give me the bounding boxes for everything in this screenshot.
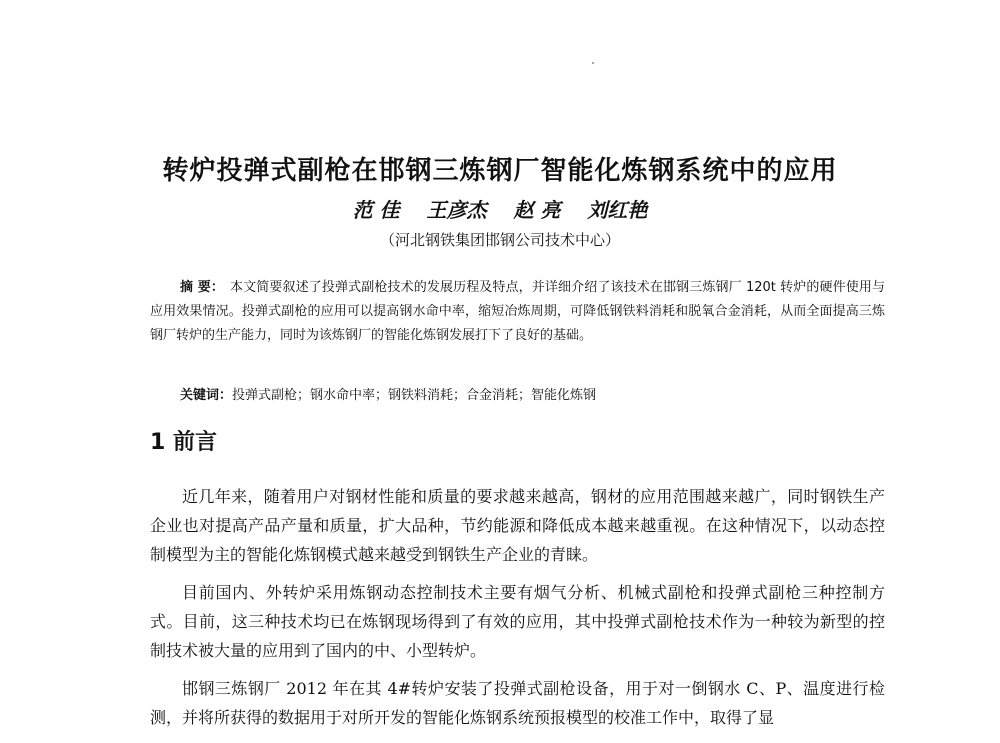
affiliation: （河北钢铁集团邯钢公司技术中心） (379, 231, 620, 249)
author-name: 刘红艳 (587, 198, 648, 222)
paper-title: 转炉投弹式副枪在邯钢三炼钢厂智能化炼钢系统中的应用 (162, 156, 838, 186)
scan-speck (592, 62, 594, 64)
keywords (180, 384, 885, 403)
keywords-label: 关键词： (180, 388, 233, 403)
paragraph (150, 674, 885, 732)
paragraph-text: 近几年来，随着用户对钢材性能和质量的要求越来越高，钢材的应用范围越来越广，同时钢铁生产企业也对提高产品产量和质量，扩大品种，节约能源和降低成本越来越重视。在这种情况下，以动态控制模型为主的智能化炼钢模式越来越受到钢铁生产企业的青睐。 (150, 487, 885, 564)
paragraph-text: 目前国内、外转炉采用炼钢动态控制技术主要有烟气分析、机械式副枪和投弹式副枪三种控制方式。目前，这三种技术均已在炼钢现场得到了有效的应用，其中投弹式副枪技术作为一种较为新型的控制技术被大量的应用到了国内的中、小型转炉。 (150, 583, 885, 660)
abstract-label: 摘 要： (180, 280, 225, 295)
paragraph (150, 482, 885, 569)
keywords-text: 投弹式副枪；钢水命中率；钢铁料消耗；合金消耗；智能化炼钢 (232, 388, 597, 403)
author-name: 范 佳 (352, 198, 400, 222)
author-list (0, 194, 1000, 223)
paragraph (150, 578, 885, 665)
paragraph-text: 邯钢三炼钢厂 2012 年在其 4#转炉安装了投弹式副枪设备，用于对一倒钢水 C、P、温度进行检测，并将所获得的数据用于对所开发的智能化炼钢系统预报模型的校准工作中，取得了显 (150, 679, 885, 727)
abstract (150, 276, 885, 348)
section-heading: 1 前言 (150, 430, 217, 455)
abstract-text: 本文简要叙述了投弹式副枪技术的发展历程及特点，并详细介绍了该技术在邯钢三炼钢厂 120t 转炉的硬件使用与应用效果情况。投弹式副枪的应用可以提高钢水命中率，缩短冶炼周期，可降低钢铁料消耗和脱氧合金消耗，从而全面提高三炼钢厂转炉的生产能力，同时为该炼钢厂的智能化炼钢发展打下了良好的基础。 (150, 280, 885, 343)
author-name: 王彦杰 (426, 198, 487, 222)
author-name: 赵 亮 (513, 198, 561, 222)
